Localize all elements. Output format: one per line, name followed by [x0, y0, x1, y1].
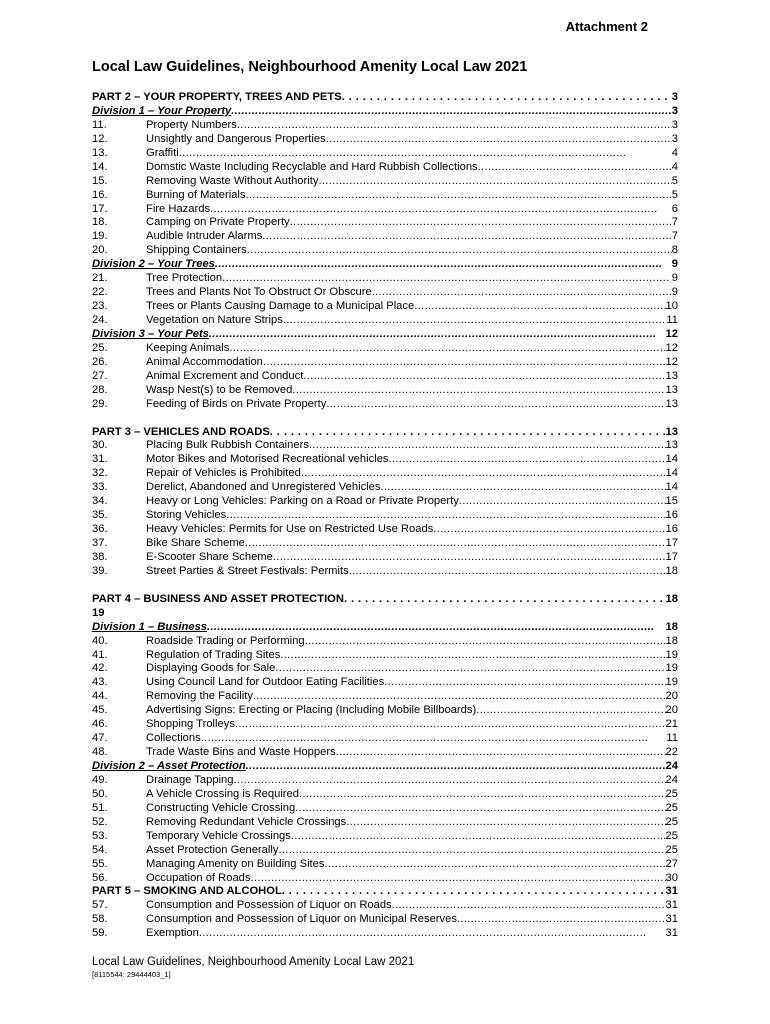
toc-entry[interactable] — [92, 370, 678, 384]
toc-leader-dots — [380, 481, 665, 495]
toc-entry[interactable] — [92, 690, 678, 704]
toc-entry[interactable] — [92, 927, 678, 941]
toc-leader-dots — [247, 244, 672, 258]
toc-entry-number: 43. — [92, 676, 108, 689]
toc-entry-title: Regulation of Trading Sites — [146, 648, 281, 661]
toc-entry-number: 54. — [92, 843, 108, 856]
toc-entry[interactable] — [92, 119, 678, 133]
toc-page-number: 25 — [665, 801, 678, 814]
toc-page-number: 9 — [671, 258, 678, 271]
toc-page-number: 25 — [665, 843, 678, 856]
toc-entry-title: Drainage Tapping — [146, 773, 234, 786]
toc-entry-title: Removing the Facility — [146, 690, 253, 703]
toc-entry-number: 28. — [92, 383, 108, 396]
toc-part-heading[interactable] — [92, 885, 678, 899]
toc-entry-number: 41. — [92, 648, 108, 661]
toc-entry-title: Division 3 – Your Pets — [92, 327, 209, 340]
toc-page-number: 5 — [671, 188, 678, 201]
toc-entry-number: 24. — [92, 314, 108, 326]
toc-entry[interactable] — [92, 384, 678, 398]
toc-entry-number: 42. — [92, 662, 108, 675]
toc-entry-number: 33. — [92, 481, 108, 494]
toc-entry[interactable] — [92, 788, 678, 802]
toc-entry-number: 36. — [92, 523, 108, 536]
toc-entry-title: E-Scooter Share Scheme — [146, 550, 273, 563]
toc-page-number: 24 — [665, 760, 678, 772]
toc-entry-title: Asset Protection Generally — [146, 843, 279, 856]
toc-leader-dots — [457, 913, 666, 927]
toc-page-number: 25 — [665, 787, 678, 800]
toc-entry[interactable] — [92, 899, 678, 913]
toc-entry-number: 21. — [92, 272, 108, 285]
toc-entry[interactable] — [92, 203, 678, 217]
toc-entry-title: Keeping Animals — [146, 341, 230, 354]
toc-entry-number: 34. — [92, 495, 108, 508]
toc-page-number: 22 — [665, 746, 678, 759]
toc-entry-title: Displaying Goods for Sale — [146, 662, 276, 675]
toc-entry-title: Exemption — [146, 927, 199, 940]
toc-entry-number: 55. — [92, 857, 108, 870]
toc-leader-dots — [326, 133, 672, 147]
toc-leader-dots — [389, 453, 666, 467]
toc-division-heading[interactable] — [92, 621, 678, 635]
toc-leader-dots — [282, 885, 666, 899]
toc-entry-title: Roadside Trading or Performing — [146, 634, 305, 647]
toc-entry[interactable] — [92, 216, 678, 230]
toc-page-continuation: 19 — [92, 606, 105, 619]
toc-entry-number: 26. — [92, 355, 108, 368]
toc-page-number: 31 — [665, 885, 678, 898]
toc-entry-number: 57. — [92, 899, 108, 912]
toc-entry-title: Division 1 – Business — [92, 620, 208, 633]
toc-page-number: 31 — [665, 927, 678, 940]
toc-entry[interactable] — [92, 858, 678, 872]
toc-entry[interactable] — [92, 439, 678, 453]
toc-page-number: 11 — [666, 732, 678, 745]
toc-leader-dots — [231, 105, 672, 119]
toc-leader-dots — [245, 537, 666, 551]
toc-entry-title: Wasp Nest(s) to be Removed — [146, 383, 293, 396]
toc-entry-number: 20. — [92, 244, 108, 257]
toc-part-heading[interactable] — [92, 91, 678, 105]
toc-page-number: 19 — [665, 662, 678, 675]
toc-entry-title: Camping on Private Property — [146, 216, 290, 229]
toc-leader-dots — [325, 858, 666, 872]
toc-page-number: 15 — [665, 495, 678, 508]
toc-entry[interactable] — [92, 398, 678, 412]
toc-leader-dots — [384, 676, 665, 690]
toc-entry-title: Feeding of Birds on Private Property — [146, 397, 327, 410]
toc-entry[interactable] — [92, 732, 678, 746]
toc-page-number: 18 — [665, 564, 678, 577]
toc-entry-title: Removing Waste Without Authority — [146, 174, 319, 187]
toc-entry-number: 45. — [92, 704, 108, 717]
toc-leader-dots — [273, 551, 666, 565]
toc-page-number: 20 — [665, 704, 678, 717]
toc-entry-title: Heavy Vehicles: Permits for Use on Restricted Use Roads — [146, 523, 434, 536]
toc-entry[interactable] — [92, 495, 678, 509]
toc-entry-title: Animal Accommodation — [146, 355, 263, 368]
toc-leader-dots — [253, 690, 666, 704]
toc-page-number: 14 — [665, 453, 678, 466]
toc-leader-dots — [372, 286, 672, 300]
toc-page-number: 8 — [671, 244, 678, 257]
toc-entry-title: Shopping Trolleys — [146, 718, 235, 731]
toc-page-number: 13 — [665, 425, 678, 438]
toc-entry-title: PART 4 – BUSINESS AND ASSET PROTECTION — [92, 592, 344, 605]
toc-leader-dots — [270, 426, 666, 440]
toc-page-number: 20 — [665, 690, 678, 703]
toc-entry-number: 29. — [92, 397, 108, 410]
toc-entry[interactable] — [92, 537, 678, 551]
toc-division-heading[interactable] — [92, 105, 678, 119]
toc-entry-title: A Vehicle Crossing is Required — [146, 787, 299, 800]
toc-entry[interactable] — [92, 872, 678, 886]
toc-entry-number: 38. — [92, 550, 108, 563]
toc-page-number: 19 — [665, 648, 678, 661]
toc-entry[interactable] — [92, 481, 678, 495]
toc-division-heading[interactable] — [92, 328, 678, 342]
toc-leader-dots — [292, 384, 665, 398]
toc-entry[interactable] — [92, 551, 678, 565]
toc-entry-title: Street Parties & Street Festivals: Permits — [146, 564, 349, 577]
footer-reference: [8115544: 29444403_1] — [92, 970, 171, 979]
toc-entry[interactable] — [92, 844, 678, 858]
toc-leader-dots — [295, 802, 665, 816]
toc-entry-title: Domstic Waste Including Recyclable and Hard Rubbish Collections — [146, 160, 478, 173]
toc-page-number: 17 — [665, 550, 678, 563]
toc-page-number: 7 — [671, 216, 678, 229]
toc-entry-number: 53. — [92, 829, 108, 842]
toc-entry-number: 40. — [92, 634, 108, 647]
toc-leader-dots — [234, 774, 666, 788]
toc-entry-number: 22. — [92, 286, 108, 299]
toc-page-number: 9 — [671, 272, 678, 285]
toc-entry-number: 37. — [92, 537, 108, 549]
toc-leader-dots — [309, 439, 666, 453]
toc-entry[interactable] — [92, 662, 678, 676]
toc-leader-dots — [263, 356, 666, 370]
toc-page-number: 12 — [665, 341, 678, 354]
toc-entry-number: 11. — [92, 118, 107, 131]
toc-entry-title: Shipping Containers — [146, 244, 247, 257]
toc-page-number: 5 — [671, 174, 678, 187]
toc-entry-title: PART 3 – VEHICLES AND ROADS — [92, 425, 270, 438]
toc-entry-number: 58. — [92, 913, 108, 926]
toc-page-number: 16 — [665, 523, 678, 536]
toc-entry-title: Division 1 – Your Property — [92, 104, 232, 117]
toc-leader-dots — [222, 272, 672, 286]
toc-entry-title: Division 2 – Your Trees — [92, 258, 215, 271]
toc-leader-dots — [433, 523, 665, 537]
toc-entry[interactable] — [92, 649, 678, 663]
toc-entry[interactable] — [92, 746, 678, 760]
toc-leader-dots — [250, 872, 665, 886]
toc-leader-dots — [210, 203, 672, 217]
toc-entry[interactable] — [92, 830, 678, 844]
toc-leader-dots — [318, 175, 671, 189]
toc-entry[interactable] — [92, 816, 678, 830]
toc-entry[interactable] — [92, 342, 678, 356]
toc-page-number: 4 — [671, 146, 678, 159]
toc-page-number: 6 — [671, 202, 678, 215]
toc-entry-title: PART 2 – YOUR PROPERTY, TREES AND PETS — [92, 91, 342, 103]
toc-page-number: 11 — [666, 314, 678, 326]
toc-page-number: 24 — [665, 773, 678, 786]
toc-entry-number: 13. — [92, 146, 108, 159]
toc-entry[interactable] — [92, 509, 678, 523]
toc-entry[interactable] — [92, 913, 678, 927]
toc-page-number: 31 — [665, 913, 678, 926]
toc-leader-dots — [229, 342, 665, 356]
toc-entry-number: 12. — [92, 132, 108, 145]
toc-entry-number: 16. — [92, 188, 108, 201]
toc-entry[interactable] — [92, 189, 678, 203]
toc-entry-title: Trade Waste Bins and Waste Hoppers — [146, 746, 336, 759]
toc-leader-dots — [459, 495, 666, 509]
toc-leader-dots — [226, 509, 665, 523]
toc-entry-title: Unsightly and Dangerous Properties — [146, 132, 326, 145]
footer-title: Local Law Guidelines, Neighbourhood Amenity Local Law 2021 — [92, 956, 415, 968]
toc-page-number: 10 — [665, 300, 678, 313]
toc-page-number: 25 — [665, 815, 678, 828]
toc-part-heading[interactable] — [92, 426, 678, 440]
toc-entry-title: Collections — [146, 732, 201, 745]
toc-entry-title: Advertising Signs: Erecting or Placing (Including Mobile Billboards) — [146, 704, 477, 717]
toc-part-heading[interactable] — [92, 593, 678, 607]
table-of-contents — [92, 91, 678, 941]
toc-leader-dots — [342, 91, 672, 105]
toc-entry[interactable] — [92, 300, 678, 314]
toc-leader-dots — [299, 788, 666, 802]
toc-leader-dots — [215, 258, 672, 272]
toc-entry-number: 47. — [92, 732, 108, 745]
toc-entry-title: Graffiti — [146, 146, 179, 159]
toc-entry[interactable] — [92, 635, 678, 649]
toc-page-number: 13 — [665, 383, 678, 396]
toc-entry-title: Using Council Land for Outdoor Eating Facilities — [146, 676, 385, 689]
toc-entry-title: Trees or Plants Causing Damage to a Municipal Place — [146, 300, 415, 313]
toc-entry-number: 14. — [92, 160, 108, 173]
toc-leader-dots — [207, 621, 666, 635]
toc-entry-number: 46. — [92, 718, 108, 731]
toc-entry-title: Consumption and Possession of Liquor on Municipal Reserves — [146, 913, 457, 926]
toc-entry-title: Occupation of Roads — [146, 871, 251, 884]
toc-entry[interactable] — [92, 356, 678, 370]
toc-page-number: 3 — [671, 118, 678, 131]
toc-entry-title: Heavy or Long Vehicles: Parking on a Road or Private Property — [146, 495, 459, 508]
toc-entry-title: Fire Hazards — [146, 202, 211, 215]
toc-entry-title: Storing Vehicles — [146, 509, 227, 522]
toc-division-heading[interactable] — [92, 760, 678, 774]
toc-leader-dots — [179, 147, 672, 161]
toc-page-number: 13 — [665, 369, 678, 382]
toc-page-number: 17 — [665, 537, 678, 549]
toc-entry-number: 35. — [92, 509, 108, 522]
toc-entry-number: 19. — [92, 230, 108, 243]
toc-entry-title: Placing Bulk Rubbish Containers — [146, 439, 309, 452]
toc-entry[interactable] — [92, 314, 678, 328]
toc-entry-number: 48. — [92, 746, 108, 759]
toc-leader-dots — [278, 844, 665, 858]
toc-leader-dots — [262, 230, 671, 244]
toc-page-number: 4 — [671, 160, 678, 173]
toc-entry[interactable] — [92, 802, 678, 816]
toc-leader-dots — [392, 899, 666, 913]
toc-leader-dots — [349, 565, 666, 579]
toc-entry-number: 27. — [92, 369, 108, 382]
toc-entry-number: 25. — [92, 341, 108, 354]
toc-page-number: 13 — [665, 397, 678, 410]
toc-entry[interactable] — [92, 286, 678, 300]
toc-entry-title: Removing Redundant Vehicle Crossings — [146, 815, 347, 828]
toc-entry-title: Property Numbers — [146, 118, 237, 131]
toc-entry-title: Bike Share Scheme — [146, 537, 245, 549]
toc-page-number: 18 — [665, 592, 678, 605]
toc-page-number: 12 — [665, 327, 678, 340]
toc-entry[interactable] — [92, 161, 678, 175]
toc-page-number: 18 — [665, 634, 678, 647]
toc-entry-title: Constructing Vehicle Crossing — [146, 801, 296, 814]
toc-entry[interactable] — [92, 467, 678, 481]
toc-entry-number: 17. — [92, 202, 108, 215]
toc-leader-dots — [199, 927, 666, 941]
toc-leader-dots — [336, 746, 666, 760]
toc-entry[interactable] — [92, 272, 678, 286]
toc-entry-number: 44. — [92, 690, 108, 703]
toc-page-number: 3 — [671, 132, 678, 145]
toc-page-number: 30 — [665, 871, 678, 884]
toc-page-number: 3 — [671, 104, 678, 117]
toc-leader-dots — [283, 314, 667, 328]
toc-leader-dots — [275, 662, 665, 676]
toc-entry-number: 50. — [92, 787, 108, 800]
toc-entry[interactable] — [92, 244, 678, 258]
toc-entry[interactable] — [92, 230, 678, 244]
toc-page-number: 19 — [665, 676, 678, 689]
toc-entry[interactable] — [92, 453, 678, 467]
toc-entry-title: PART 5 – SMOKING AND ALCOHOL — [92, 885, 282, 898]
toc-entry[interactable] — [92, 147, 678, 161]
toc-entry-number: 56. — [92, 871, 108, 884]
toc-leader-dots — [476, 704, 665, 718]
toc-page-number: 21 — [665, 718, 678, 731]
toc-leader-dots — [237, 119, 672, 133]
toc-leader-dots — [478, 161, 672, 175]
toc-entry-title: Repair of Vehicles is Prohibited — [146, 467, 301, 480]
toc-entry[interactable] — [92, 133, 678, 147]
toc-entry-title: Managing Amenity on Building Sites — [146, 857, 325, 870]
attachment-label: Attachment 2 — [565, 19, 648, 34]
toc-leader-dots — [201, 732, 667, 746]
toc-page-number: 14 — [665, 481, 678, 494]
toc-entry-title: Trees and Plants Not To Obstruct Or Obscure — [146, 286, 372, 299]
toc-entry-title: Tree Protection — [146, 272, 223, 285]
toc-page-number: 31 — [665, 899, 678, 912]
toc-leader-dots — [280, 649, 665, 663]
toc-page-number: 16 — [665, 509, 678, 522]
toc-entry-title: Audible Intruder Alarms — [146, 230, 263, 243]
toc-entry[interactable] — [92, 676, 678, 690]
toc-entry-number: 30. — [92, 439, 108, 452]
toc-leader-dots — [414, 300, 665, 314]
toc-entry[interactable] — [92, 523, 678, 537]
toc-entry-number: 39. — [92, 564, 108, 577]
toc-entry[interactable] — [92, 175, 678, 189]
toc-entry-title: Animal Excrement and Conduct — [146, 369, 304, 382]
toc-entry[interactable] — [92, 718, 678, 732]
toc-entry-number: 32. — [92, 467, 108, 480]
toc-entry-title: Division 2 – Asset Protection — [92, 760, 246, 772]
toc-page-number: 9 — [671, 286, 678, 299]
toc-entry-number: 49. — [92, 773, 108, 786]
toc-leader-dots — [290, 216, 672, 230]
toc-leader-dots — [209, 328, 666, 342]
toc-entry[interactable] — [92, 774, 678, 788]
toc-spacer — [92, 412, 678, 426]
toc-page-number: 3 — [671, 91, 678, 103]
toc-leader-dots — [235, 718, 666, 732]
toc-leader-dots — [303, 370, 665, 384]
toc-entry-title: Motor Bikes and Motorised Recreational vehicles — [146, 453, 389, 466]
document-title: Local Law Guidelines, Neighbourhood Amenity Local Law 2021 — [92, 59, 528, 75]
toc-entry-number: 18. — [92, 216, 108, 229]
toc-entry-number: 51. — [92, 801, 108, 814]
toc-entry-title: Burning of Materials — [146, 188, 246, 201]
toc-division-heading[interactable] — [92, 258, 678, 272]
toc-leader-dots — [326, 398, 665, 412]
toc-page-number: 13 — [665, 439, 678, 452]
toc-leader-dots — [344, 593, 666, 607]
toc-entry-title: Temporary Vehicle Crossings — [146, 829, 291, 842]
toc-entry-title: Derelict, Abandoned and Unregistered Vehicles — [146, 481, 381, 494]
toc-leader-dots — [301, 467, 666, 481]
toc-leader-dots — [246, 189, 672, 203]
toc-entry-number: 31. — [92, 453, 108, 466]
toc-entry[interactable] — [92, 704, 678, 718]
toc-leader-dots — [346, 816, 665, 830]
toc-entry-number: 52. — [92, 815, 108, 828]
toc-entry-number: 15. — [92, 174, 108, 187]
toc-page-number: 25 — [665, 829, 678, 842]
toc-leader-dots — [305, 635, 666, 649]
toc-entry[interactable] — [92, 565, 678, 579]
toc-page-number: 27 — [665, 857, 678, 870]
toc-page-number: 14 — [665, 467, 678, 480]
toc-entry-number: 23. — [92, 300, 108, 313]
toc-entry-title: Vegetation on Nature Strips — [146, 314, 283, 326]
toc-leader-dots — [291, 830, 666, 844]
toc-leader-dots — [246, 760, 666, 774]
toc-spacer — [92, 579, 678, 593]
toc-entry-title: Consumption and Possession of Liquor on Roads — [146, 899, 392, 912]
toc-entry-number: 59. — [92, 927, 108, 940]
toc-page-number: 12 — [665, 355, 678, 368]
toc-page-number: 18 — [665, 620, 678, 633]
toc-page-number: 7 — [671, 230, 678, 243]
